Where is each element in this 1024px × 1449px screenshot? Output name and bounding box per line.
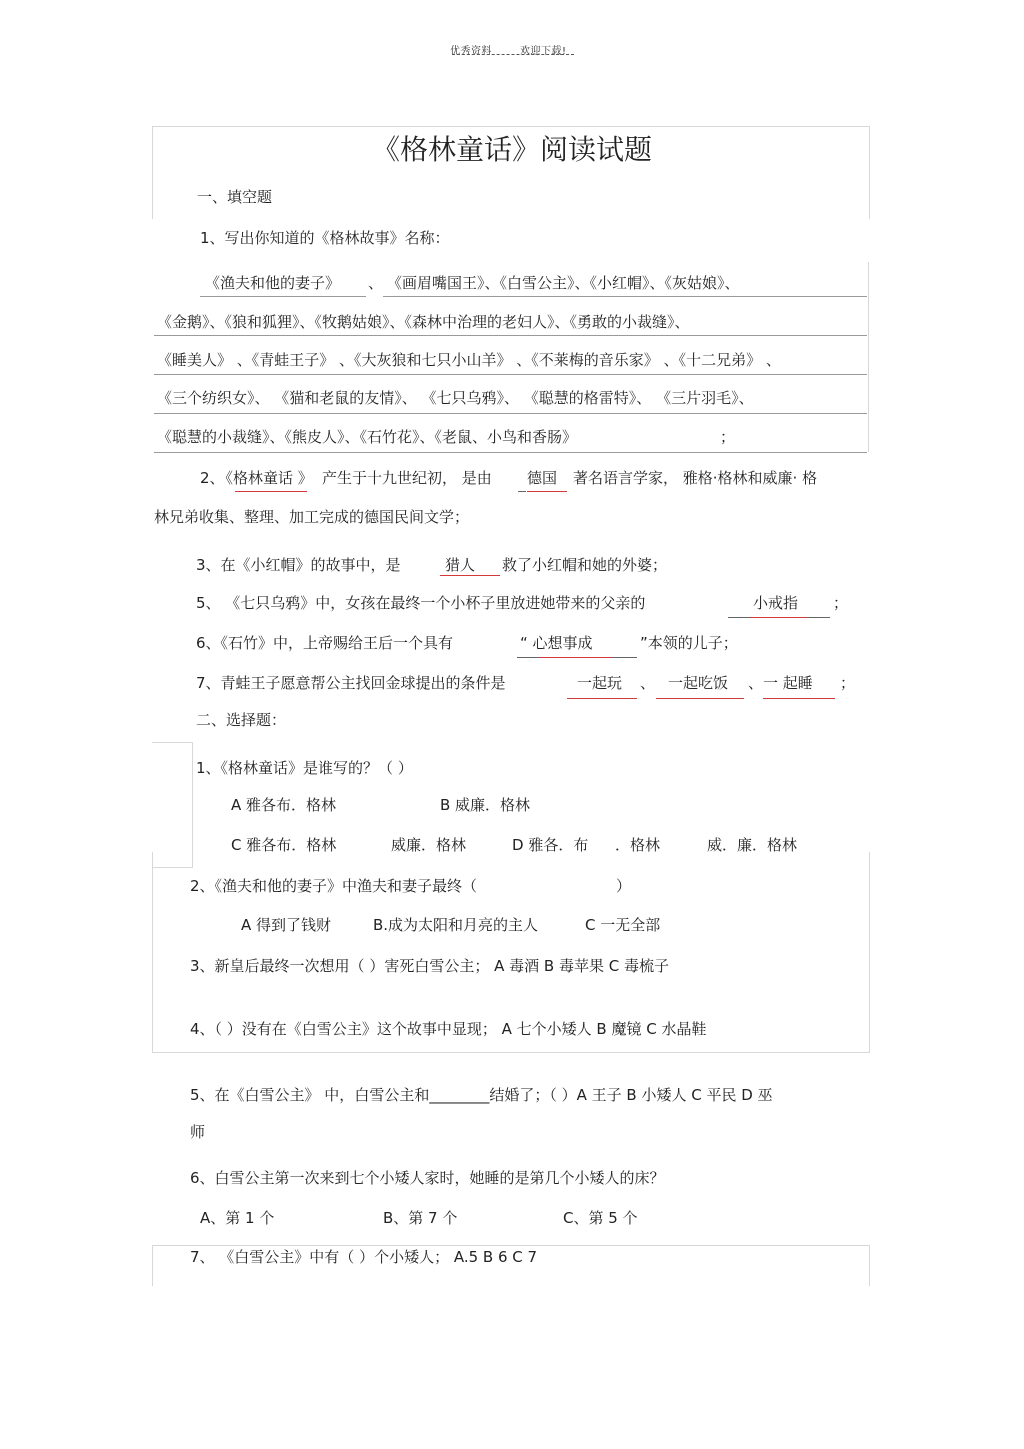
c6-option-c: C、第 5 个 xyxy=(563,1209,638,1227)
q7-sep-1: 、 xyxy=(640,674,656,692)
answer-underline xyxy=(567,698,637,699)
q7-a: 7、青蛙王子愿意帮公主找回金球提出的条件是 xyxy=(196,674,506,692)
q7-answer-1: 一起玩 xyxy=(577,674,623,692)
q7-answer-2: 一起吃饭 xyxy=(668,674,729,692)
c1-question: 1、《格林童话》是谁写的？（ ） xyxy=(196,759,413,777)
header-divider xyxy=(452,54,574,55)
c4-question: 4、（ ）没有在《白雪公主》这个故事中显现； A 七个小矮人 B 魔镜 C 水晶鞋 xyxy=(190,1020,707,1038)
c1-option-d2: ．格林 xyxy=(615,836,661,854)
answer-underline xyxy=(539,657,611,658)
c1-option-b: B 威廉．格林 xyxy=(440,796,531,814)
q3-a: 3、在《小红帽》的故事中，是 xyxy=(196,556,401,574)
q2-c: 产生于十九世纪初， 是由 xyxy=(322,469,492,487)
answer-underline xyxy=(518,491,526,492)
q1-line-1b: 、 xyxy=(368,274,384,292)
answer-underline xyxy=(656,698,744,699)
section-fill-heading: 一、填空题 xyxy=(197,188,273,206)
c5-question-line2: 师 xyxy=(190,1123,206,1141)
header-left: 优秀资料 xyxy=(450,46,492,57)
q2-line2: 林兄弟收集、整理、加工完成的德国民间文学； xyxy=(154,508,470,526)
answer-underline xyxy=(517,657,539,658)
header-right: 欢迎下载! xyxy=(520,46,567,57)
c6-question: 6、白雪公主第一次来到七个小矮人家时，她睡的是第几个小矮人的床？ xyxy=(190,1169,665,1187)
answer-underline xyxy=(154,452,867,453)
answer-underline xyxy=(154,413,867,414)
c1-option-d3: 威．廉．格林 xyxy=(707,836,798,854)
q1-line-5-end: ； xyxy=(720,428,736,446)
q3-answer: 猎人 xyxy=(445,556,476,574)
c2-option-a: A 得到了钱财 xyxy=(241,916,332,934)
q5-c: ； xyxy=(833,594,849,612)
answer-underline xyxy=(750,617,808,618)
q6-answer: “ 心想事成 xyxy=(520,634,593,652)
frame-choice xyxy=(152,742,193,868)
c1-option-c1: C 雅各布．格林 xyxy=(231,836,337,854)
c6-option-a: A、第 1 个 xyxy=(200,1209,275,1227)
q7-answer-3: 、一 起睡 xyxy=(748,674,813,692)
q2-b: 《格林童话 》 xyxy=(218,469,313,487)
c5-question: 5、在《白雪公主》 中，白雪公主和________结婚了；（ ）A 王子 B 小矮人 C 平民 D 巫 xyxy=(190,1086,773,1104)
c1-option-c2: 威廉．格林 xyxy=(391,836,467,854)
c2-question-end: ） xyxy=(616,877,632,895)
answer-underline xyxy=(527,491,567,492)
c2-option-b: B.成为太阳和月亮的主人 xyxy=(373,916,539,934)
q2-answer-country: 德国 xyxy=(527,469,558,487)
answer-underline xyxy=(154,374,867,375)
answer-underline xyxy=(808,617,830,618)
answer-underline xyxy=(728,617,750,618)
q2-a: 2、 xyxy=(200,469,225,487)
c1-option-d1: D 雅各．布 xyxy=(512,836,589,854)
q1-line-5: 《聪慧的小裁缝》、《熊皮人》、《石竹花》、《老鼠、小鸟和香肠》 xyxy=(157,428,578,446)
q1-line-1c: 《画眉嘴国王》、《白雪公主》、《小红帽》、《灰姑娘》、 xyxy=(387,274,740,292)
answer-underline xyxy=(763,698,835,699)
page-title: 《格林童话》阅读试题 xyxy=(371,133,652,166)
q5-answer: 小戒指 xyxy=(753,594,799,612)
section-choice-heading: 二、选择题： xyxy=(196,711,287,729)
answer-underline xyxy=(440,575,500,576)
q1-line-2: 《金鹅》、《狼和狐狸》、《牧鹅姑娘》、《森林中治理的老妇人》、《勇敢的小裁缝》、 xyxy=(157,313,690,331)
c3-question: 3、新皇后最终一次想用（ ）害死白雪公主； A 毒酒 B 毒苹果 C 毒梳子 xyxy=(190,957,669,975)
q1-prompt: 1、写出你知道的《格林故事》名称： xyxy=(200,229,450,247)
answer-underline xyxy=(154,335,867,336)
q7-end: ； xyxy=(840,674,856,692)
q3-c: 救了小红帽和她的外婆； xyxy=(502,556,668,574)
q6-a: 6、《石竹》中，上帝赐给王后一个具有 xyxy=(196,634,454,652)
c6-option-b: B、第 7 个 xyxy=(383,1209,458,1227)
q5-a: 5、 《七只乌鸦》中，女孩在最终一个小杯子里放进她带来的父亲的 xyxy=(196,594,646,612)
c7-question: 7、 《白雪公主》中有（ ）个小矮人； A.5 B 6 C 7 xyxy=(190,1248,538,1266)
q6-c: ”本领的儿子； xyxy=(640,634,738,652)
answer-underline xyxy=(235,491,307,492)
answer-underline xyxy=(611,657,637,658)
q2-e: 著名语言学家， 雅格·格林和威廉· 格 xyxy=(573,469,818,487)
c2-question: 2、《渔夫和他的妻子》中渔夫和妻子最终（ xyxy=(190,877,478,895)
answer-underline xyxy=(200,296,366,297)
q1-line-1a: 《渔夫和他的妻子》 xyxy=(205,274,341,292)
c2-option-c: C 一无全部 xyxy=(585,916,661,934)
answer-underline xyxy=(383,296,867,297)
q1-line-4: 《三个纺织女》、 《猫和老鼠的友情》、 《七只乌鸦》、 《聪慧的格雷特》、 《三片羽毛》、 xyxy=(157,389,754,407)
q1-line-3: 《睡美人》 、《青蛙王子》 、《大灰狼和七只小山羊》 、《不莱梅的音乐家》 、《十二兄弟》 、 xyxy=(157,351,781,369)
c1-option-a: A 雅各布．格林 xyxy=(231,796,337,814)
